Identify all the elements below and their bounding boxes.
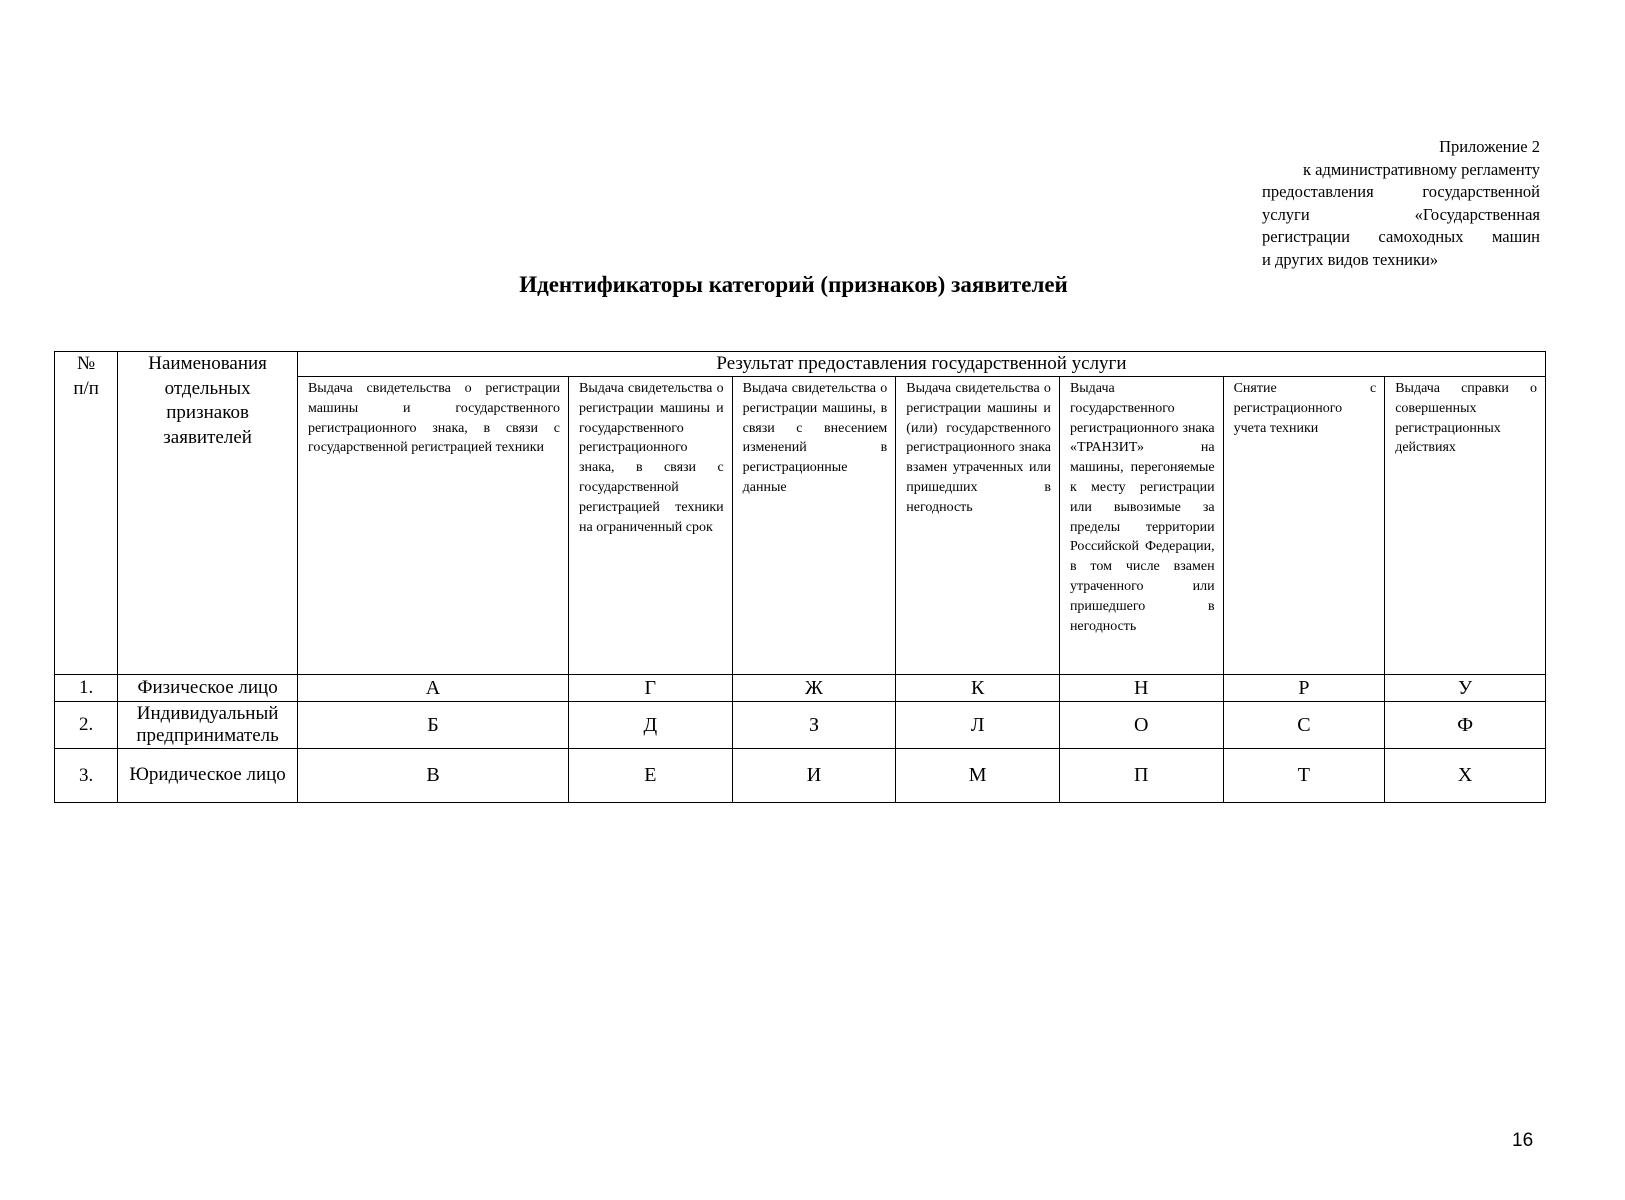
code-cell: З xyxy=(732,702,896,749)
column-header: Выдача свидетельства о регистрации машины, в связи с внесением изменений в регистрационные данные xyxy=(732,377,896,675)
appendix-line: к административному регламенту xyxy=(1303,159,1540,179)
header-names: Наименования отдельных признаков заявителей xyxy=(118,352,298,675)
header-result: Результат предоставления государственной услуги xyxy=(297,352,1545,377)
row-number: 3. xyxy=(55,749,118,803)
appendix-line: Приложение 2 xyxy=(1439,137,1540,156)
column-header: Выдача свидетельства о регистрации машины и государственного регистрационного знака, в связи с государственной регистрацией техники на ограниченный срок xyxy=(569,377,733,675)
table-row xyxy=(55,675,1546,702)
code-cell: У xyxy=(1385,675,1546,702)
column-header: Выдача свидетельства о регистрации машины и (или) государственного регистрационного знака взамен утраченных или пришедших в негодность xyxy=(896,377,1060,675)
appendix-note xyxy=(1262,136,1540,271)
code-cell: Х xyxy=(1385,749,1546,803)
table-row xyxy=(55,702,1546,749)
header-num xyxy=(55,352,118,675)
document-title xyxy=(0,272,1625,298)
code-cell: Е xyxy=(569,749,733,803)
applicant-identifiers-table xyxy=(54,351,1546,803)
document-title-text: Идентификаторы категорий (признаков) заявителей xyxy=(519,272,1068,297)
code-cell: О xyxy=(1059,702,1223,749)
code-cell: Д xyxy=(569,702,733,749)
appendix-line: услуги «Государственная xyxy=(1262,204,1540,224)
appendix-line: и других видов техники» xyxy=(1262,249,1439,269)
column-header: Снятие с регистрационного учета техники xyxy=(1223,377,1385,675)
row-name: Индивидуальный предприниматель xyxy=(118,702,298,749)
code-cell: Ж xyxy=(732,675,896,702)
table-row xyxy=(55,749,1546,803)
row-number: 2. xyxy=(55,702,118,749)
column-header: Выдача государственного регистрационного знака «ТРАНЗИТ» на машины, перегоняемые к месту регистрации или вывозимые за пределы территории Российской Федерации, в том числе взамен утраченного или пришедшего в негодность xyxy=(1059,377,1223,675)
header-num-line2: п/п xyxy=(73,377,99,399)
column-header: Выдача свидетельства о регистрации машины и государственного регистрационного знака, в связи с государственной регистрацией техники xyxy=(297,377,568,675)
header-num-line1: № xyxy=(77,353,96,374)
appendix-line: регистрации самоходных машин xyxy=(1262,227,1540,246)
code-cell: К xyxy=(896,675,1060,702)
code-cell: В xyxy=(297,749,568,803)
row-number: 1. xyxy=(55,675,118,702)
code-cell: А xyxy=(297,675,568,702)
code-cell: Б xyxy=(297,702,568,749)
code-cell: П xyxy=(1059,749,1223,803)
code-cell: Р xyxy=(1223,675,1385,702)
code-cell: С xyxy=(1223,702,1385,749)
column-header: Выдача справки о совершенных регистрационных действиях xyxy=(1385,377,1546,675)
appendix-line: предоставления государственной xyxy=(1262,182,1540,201)
header-row xyxy=(55,352,1546,377)
row-name: Физическое лицо xyxy=(118,675,298,702)
row-name: Юридическое лицо xyxy=(118,749,298,803)
code-cell: Т xyxy=(1223,749,1385,803)
code-cell: Н xyxy=(1059,675,1223,702)
code-cell: М xyxy=(896,749,1060,803)
code-cell: Л xyxy=(896,702,1060,749)
code-cell: И xyxy=(732,749,896,803)
code-cell: Г xyxy=(569,675,733,702)
page-number: 16 xyxy=(1512,1130,1534,1151)
code-cell: Ф xyxy=(1385,702,1546,749)
